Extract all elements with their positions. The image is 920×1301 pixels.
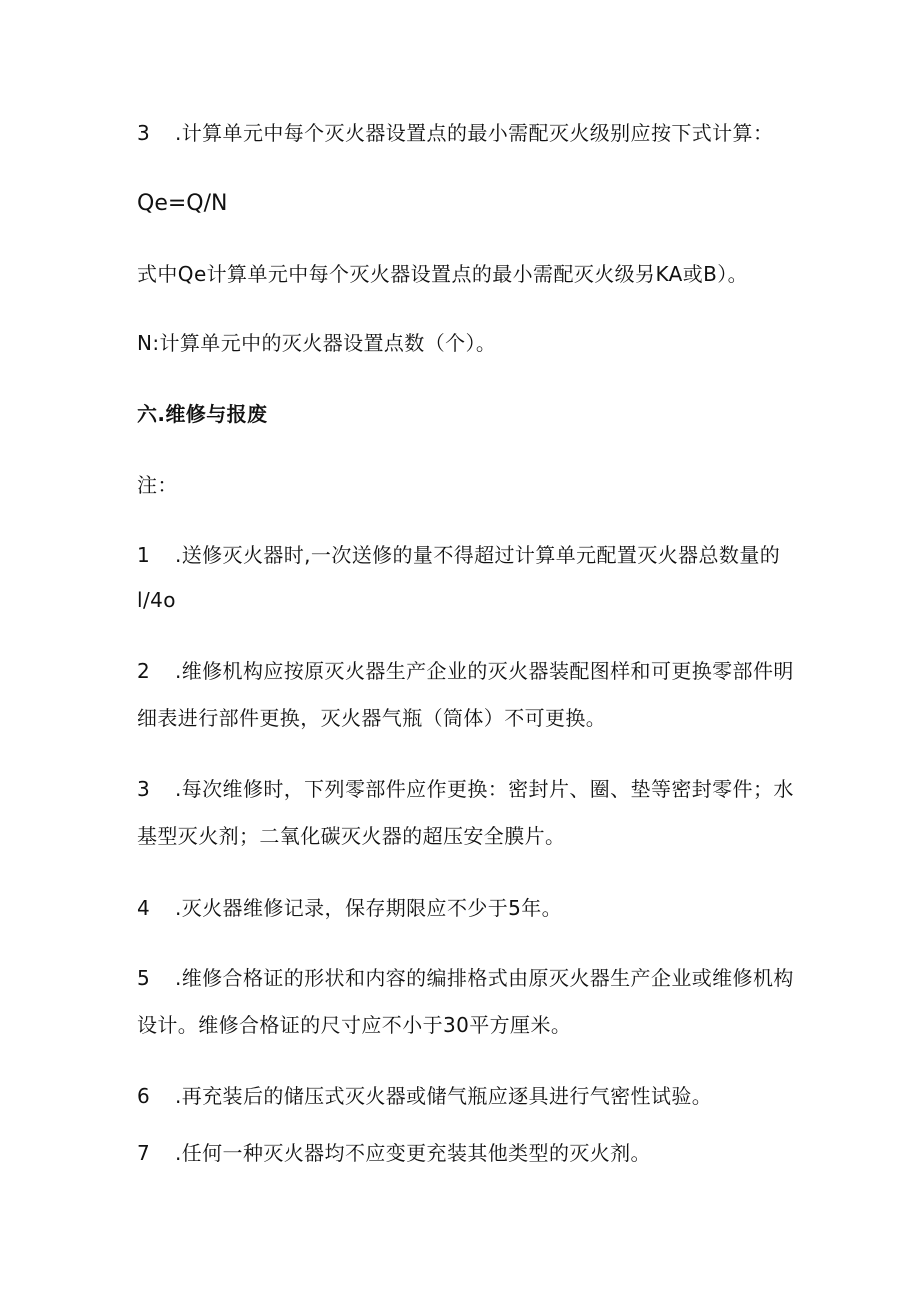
list-item-2-cont: 细表进行部件更换，灭火器气瓶（筒体）不可更换。 (137, 706, 607, 730)
list-item-4 (137, 896, 562, 920)
formula-where-n: N:计算单元中的灭火器设置点数（个）。 (137, 331, 497, 355)
item-text: .每次维修时，下列零部件应作更换：密封片、圈、垫等密封零件；水 (175, 777, 794, 801)
item-number: 2 (137, 659, 151, 683)
list-item-3 (137, 777, 794, 801)
item-text: .灭火器维修记录，保存期限应不少于5年。 (175, 896, 563, 920)
item-3-calc (137, 121, 773, 145)
item-number: 5 (137, 966, 151, 990)
list-item-2 (137, 659, 794, 683)
list-item-3-cont: 基型灭火剂；二氧化碳灭火器的超压安全膜片。 (137, 824, 566, 848)
item-text: .维修合格证的形状和内容的编排格式由原灭火器生产企业或维修机构 (175, 966, 794, 990)
list-item-5 (137, 966, 794, 990)
formula: Qe=Q/N (137, 191, 228, 216)
item-number: 3 (137, 777, 151, 801)
section-heading: 六.维修与报废 (137, 402, 268, 426)
list-item-6 (137, 1084, 712, 1108)
item-text: .任何一种灭火器均不应变更充装其他类型的灭火剂。 (175, 1141, 651, 1165)
item-number: 3 (137, 121, 151, 145)
note-label: 注： (137, 473, 178, 497)
list-item-5-cont: 设计。维修合格证的尺寸应不小于30平方厘米。 (137, 1013, 572, 1037)
list-item-1-cont: l/4o (137, 588, 176, 612)
item-number: 1 (137, 543, 151, 567)
item-number: 4 (137, 896, 151, 920)
item-text: .计算单元中每个灭火器设置点的最小需配灭火级别应按下式计算： (175, 121, 774, 145)
formula-where-qe: 式中Qe计算单元中每个灭火器设置点的最小需配灭火级另KA或B）。 (137, 262, 749, 286)
item-text: .再充装后的储压式灭火器或储气瓶应逐具进行气密性试验。 (175, 1084, 713, 1108)
item-number: 7 (137, 1141, 151, 1165)
item-text: .送修灭火器时,一次送修的量不得超过计算单元配置灭火器总数量的 (175, 543, 781, 567)
item-number: 6 (137, 1084, 151, 1108)
list-item-1 (137, 543, 780, 567)
item-text: .维修机构应按原灭火器生产企业的灭火器装配图样和可更换零部件明 (175, 659, 794, 683)
list-item-7 (137, 1141, 651, 1165)
